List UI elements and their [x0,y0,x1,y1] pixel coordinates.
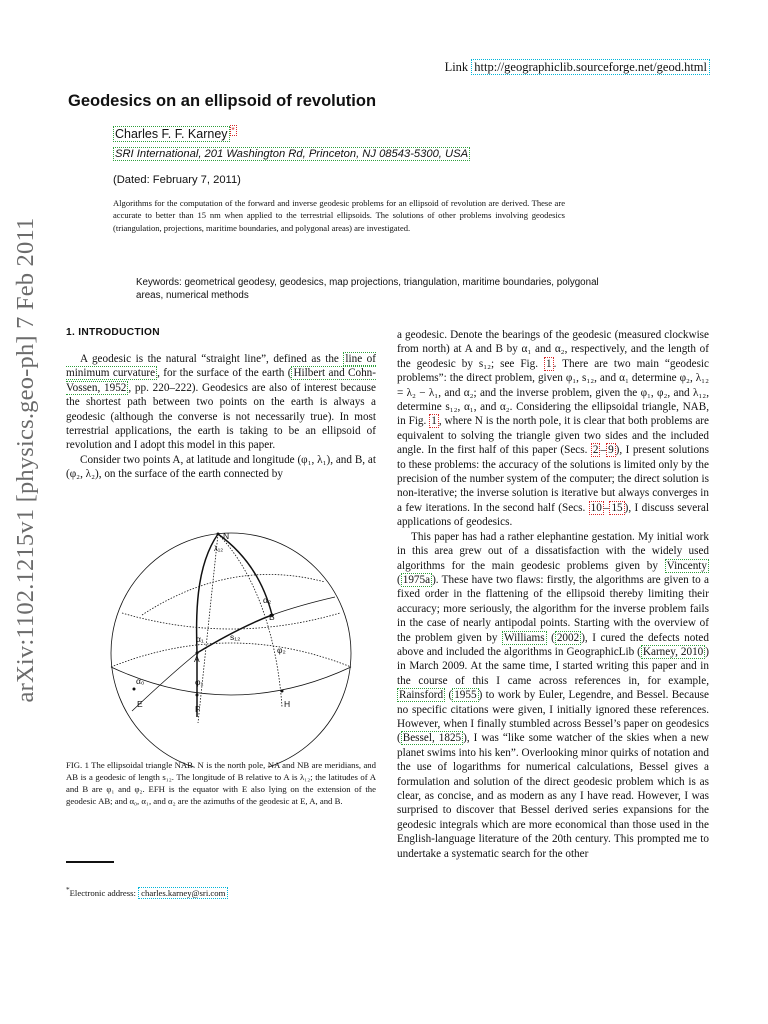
left-column-paragraph: Consider two points A, at latitude and longitude (φ₁, λ₁), and B, at (φ₂, λ₂), on the surface of the earth connected by [66,453,376,481]
abstract: Algorithms for the computation of the forward and inverse geodesic problems for an ellipsoid of revolution are derived. These are accurate to better than 15 nm when applied to the terrestrial ellipsoids. The solutions of other problems involving geodesics (triangulation, projections, maritime boundaries, and polygonal areas) are investigated. [113,198,565,233]
author-footnote-link[interactable]: * [231,126,235,135]
date-line: (Dated: February 7, 2011) [113,174,241,186]
citation-link[interactable]: 1955 [454,689,477,702]
label-n: N [223,531,230,541]
footnote [66,886,228,898]
point-e [133,688,136,691]
latitude-circle-phi2 [122,613,340,629]
footnote-label: Electronic address: [69,887,139,898]
figure-1-ellipsoid-diagram [100,527,362,767]
label-a: A [194,654,200,664]
citation-link[interactable]: 1975a [402,573,431,586]
citation-link[interactable]: Karney, 2010 [642,645,704,658]
right-column-text [397,328,709,861]
link-label: Link [444,60,469,74]
email-link[interactable]: charles.karney@sri.com [138,887,228,899]
label-s12: s₁₂ [230,632,241,642]
label-e: E [137,699,143,709]
label-alpha1: α₁ [196,634,204,644]
label-alpha0: α₀ [136,676,145,686]
cross-reference-link[interactable]: 1 [546,357,552,370]
cross-reference-link[interactable]: 1 [431,415,437,428]
label-lambda12: λ₁₂ [214,544,224,553]
label-f: F [195,704,201,714]
cross-reference-link[interactable]: 9 [608,444,614,457]
label-alpha2: α₂ [263,595,272,605]
author-name: Charles F. F. Karney [115,127,228,142]
arxiv-stamp-text: arXiv:1102.1215v1 [physics.geo-ph] 7 Feb 2011 [12,217,39,703]
keywords: Keywords: geometrical geodesy, geodesics, map projections, triangulation, maritime boundaries, polygonal areas, numerical methods [136,277,599,301]
left-column-text [66,352,376,482]
figure-1-caption: FIG. 1 The ellipsoidal triangle NAB. N is the north pole, NA and NB are meridians, and AB is a geodesic of length s₁₂. The longitude of B relative to A is λ₁₂; the latitudes of A and B are φ₁ and φ₂. EFH is the equator with E also lying on the extension of the geodesic AB; and α₀, α₁, and α₂ are the azimuths of the geodesic at E, A, and B. [66,760,376,806]
citation-link[interactable]: Bessel, 1825 [402,732,462,745]
great-circle-dashed [142,574,325,615]
citation-link[interactable]: line of minimum curvature [66,353,376,380]
cross-reference-link[interactable]: 10 [590,501,602,514]
left-column-paragraph: A geodesic is the natural “straight line”, defined as the line of minimum curvature , for the surface of the earth ( Hilbert and Cohn-Vossen, 1952 , pp. 220–222). Geodesics are also of interest because the shortest path between two points on the earth is always a geodesic (although the converse is not necessarily true). In most terrestrial applications, the earth is taking to be an ellipsoid of revolution and I adopt this model in this paper. [66,353,376,452]
label-b: B [269,612,275,622]
citation-link[interactable]: 2002 [556,631,580,644]
point-h [281,690,284,693]
citation-link[interactable]: Hilbert and Cohn-Vossen, 1952 [66,367,376,394]
author [113,126,237,141]
equator-front [111,667,351,695]
point-f [196,694,199,697]
citation-link[interactable]: Williams [504,631,545,644]
footnote-rule [66,861,114,863]
header-link [445,60,710,75]
label-h: H [284,699,291,709]
footnote-mark: * [66,886,70,894]
arxiv-stamp [6,210,46,710]
cross-reference-link[interactable]: 15 [611,501,623,514]
point-n [217,533,220,536]
cross-reference-link[interactable]: 2 [592,444,599,457]
geodesic-extension-beyond-b [272,597,335,615]
label-phi1: φ₁ [195,677,204,687]
affiliation-text: SRI International, 201 Washington Rd, Princeton, NJ 08543-5300, USA [115,148,469,160]
section-heading: 1. INTRODUCTION [66,327,160,338]
equator-back [111,643,351,667]
right-column-paragraph: This paper has had a rather elephantine gestation. My initial work in this area grew out of a dissatisfaction with the widely used algorithms for the main geodesic problems given by Vincenty ( 1975a ). These have two flaws: firstly, the algorithms are given to a fixed order in the flattening of the ellipsoid thereby limiting their accuracy; more seriously, the algorithm for the inverse problem fails in the case of nearly antipodal points. Starting with the overview of the problem given by Williams ( 2002 ), I cured the defects noted above and included the algorithms in GeographicLib ( Karney, 2010 ) in March 2009. At the same time, I started writing this paper and in the course of this I came across references in, for example, Rainsford ( 1955 ) to work by Euler, Legendre, and Bessel. Because no specific citations were given, I initially ignored these references. However, when I finally stumbled across Bessel’s paper on geodesics ( Bessel, 1825 ), I was “like some watcher of the skies when a new planet swims into his ken”. Overlooking minor quirks of notation and the use of logarithms for numerical calculations, Bessel gives a formulation and solution of the direct geodesic problem which is as clear, as concise, and as modern as any I have read. However, I was surprised to discover that Bessel derived series expansions for the geodesic integrals which are more economical than those used in the English-language literature of the 20th century. This prompted me to undertake a systematic search for the other [397,530,709,860]
citation-link[interactable]: Vincenty [666,559,707,572]
geographiclib-link[interactable]: http://geographiclib.sourceforge.net/geod.html [471,59,710,75]
citation-link[interactable]: Rainsford [399,689,444,702]
right-column-paragraph: a geodesic. Denote the bearings of the geodesic (measured clockwise from north) at A and B by α₁ and α₂, respectively, and the length of the geodesic by s₁₂; see Fig. 1 . There are two main “geodesic problems”: the direct problem, given φ₁, s₁₂, and α₁ determine φ₂, λ₁₂ = λ₂ − λ₁, and α₂; and the inverse problem, given the φ₁, φ₂, and λ₁₂, determine s₁₂, α₁, and α₂. Considering the ellipsoidal triangle, NAB, in Fig. 1 , where N is the north pole, it is clear that both problems are equivalent to solving the triangle given two sides and the included angle. In the first half of this paper (Secs. 2 – 9 ), I present solutions to these problems: the accuracy of the solutions is limited only by the precision of the number system of the computer; the direct solution is non-iterative; the inverse solution is iterative but always converges in a few iterations. In the second half (Secs. 10 – 15 ), I discuss several applications of geodesics. [397,329,710,529]
paper-title: Geodesics on an ellipsoid of revolution [68,92,377,110]
label-phi2: φ₂ [277,645,286,655]
ellipsoid-outline [111,533,351,767]
affiliation [113,148,470,160]
